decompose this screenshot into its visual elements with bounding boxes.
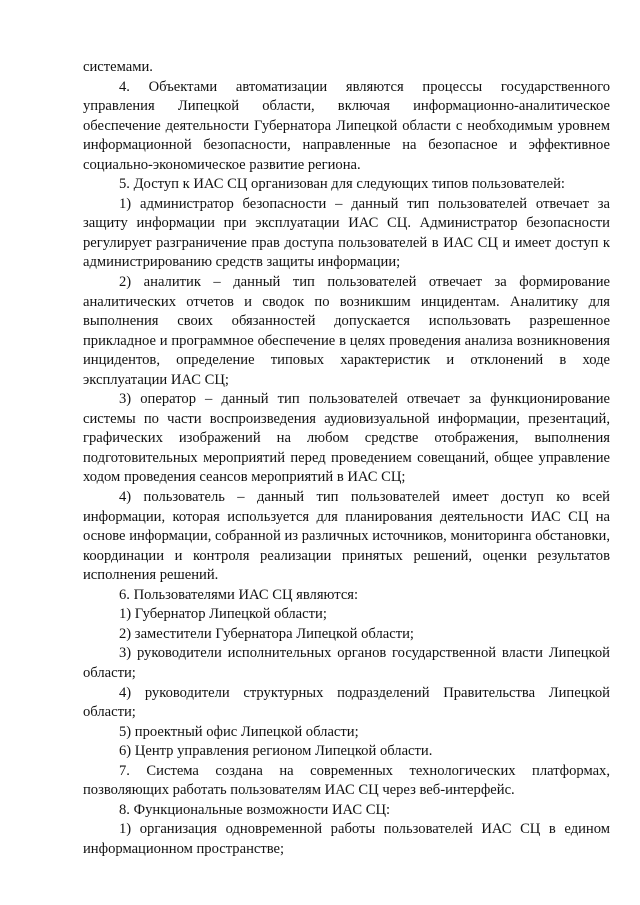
document-page — [83, 58, 610, 859]
paragraph-user-project-office: 5) проектный офис Липецкой области; — [119, 723, 359, 740]
paragraph-item-6-users: 6. Пользователями ИАС СЦ являются: — [119, 586, 359, 603]
paragraph-item-7-platforms: 7. Система создана на современных технологических платформах, позволяющих работать пользователям ИАС СЦ через веб-интерфейс. — [83, 762, 610, 799]
paragraph-user: 4) пользователь – данный тип пользователей имеет доступ ко всей информации, которая используется для планирования деятельности ИАС СЦ на основе информации, собранной из различных источников, мониторинга обстановки, координации и контроля реализации принятых решений, оценки результатов исполнения решений. — [83, 489, 610, 584]
paragraph-continuation: системами. — [83, 59, 153, 75]
paragraph-item-4-automation-objects: 4. Объектами автоматизации являются процессы государственного управления Липецкой области, включая информационно-аналитическое обеспечение деятельности Губернатора Липецкой области с необходимым уровнем информационной безопасности, направленные на безопасное и эффективное социально-экономическое развитие региона. — [83, 78, 610, 173]
paragraph-user-deputies: 2) заместители Губернатора Липецкой области; — [119, 625, 414, 642]
paragraph-user-governor: 1) Губернатор Липецкой области; — [119, 606, 327, 623]
paragraph-item-5-access-types: 5. Доступ к ИАС СЦ организован для следующих типов пользователей: — [119, 176, 565, 193]
paragraph-analyst: 2) аналитик – данный тип пользователей отвечает за формирование аналитических отчетов и сводок по возникшим инцидентам. Аналитику для выполнения своих обязанностей допускается использовать разрешенное прикладное и программное обеспечение в целях проведения анализа возникновения инцидентов, определение типовых характеристик и отклонений в ходе эксплуатации ИАС СЦ; — [83, 274, 610, 388]
paragraph-user-executive-heads: 3) руководители исполнительных органов государственной власти Липецкой области; — [83, 645, 610, 681]
paragraph-item-8-functions: 8. Функциональные возможности ИАС СЦ: — [119, 801, 391, 818]
paragraph-user-structural-heads: 4) руководители структурных подразделений Правительства Липецкой области; — [83, 684, 610, 721]
paragraph-operator: 3) оператор – данный тип пользователей отвечает за функционирование системы по части воспроизведения аудиовизуальной информации, презентаций, графических изображений на любом средстве отображения, выполнения подготовительных мероприятий перед проведением совещаний, общее управление ходом проведения сеансов мероприятий в ИАС СЦ; — [83, 391, 610, 486]
paragraph-security-admin: 1) администратор безопасности – данный тип пользователей отвечает за защиту информации при эксплуатации ИАС СЦ. Администратор безопасности регулирует разграничение прав доступа пользователей в ИАС СЦ и имеет доступ к администрированию средств защиты информации; — [83, 195, 610, 271]
paragraph-user-control-center: 6) Центр управления регионом Липецкой области. — [119, 743, 433, 760]
paragraph-function-1: 1) организация одновременной работы пользователей ИАС СЦ в едином информационном пространстве; — [83, 821, 610, 857]
